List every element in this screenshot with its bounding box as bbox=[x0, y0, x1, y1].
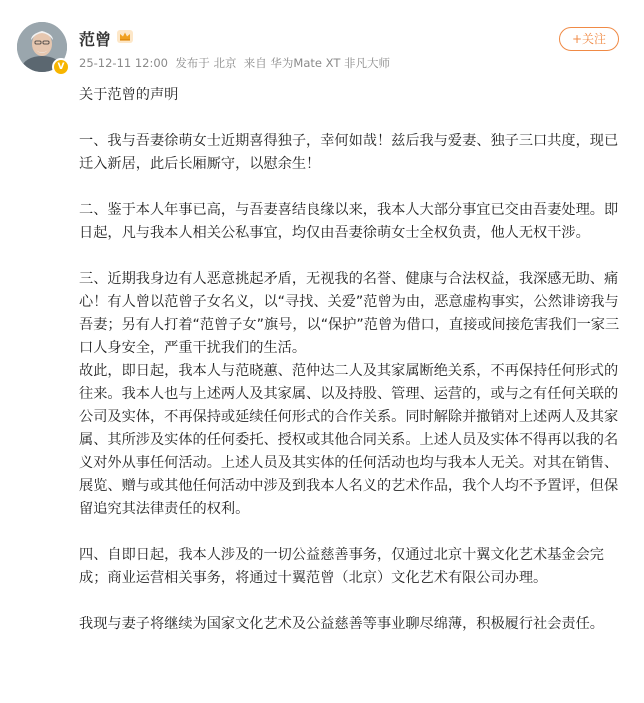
paragraph-4: 故此，即日起，我本人与范晓蕙、范仲达二人及其家属断绝关系，不再保持任何形式的往来。我本人也与上述两人及其家属、以及持股、管理、运营的，或与之有任何关联的公司及实体，不再保持或延续任何形式的合作关系。同时解除并撤销对上述两人及其家属、其所涉及实体的任何委托、授权或其他合同关系。上述人员及实体不得再以我的名义对外从事任何活动。上述人员及其实体的任何活动也均与我本人无关。对其在销售、展览、赠与或其他任何活动中涉及到我本人名义的艺术作品，我个人均不予置评，但保留追究其法律责任的权利。 bbox=[79, 363, 619, 517]
post-time[interactable]: 25-12-11 12:00 bbox=[79, 56, 168, 70]
post-meta bbox=[79, 55, 390, 71]
paragraph-6: 我现与妻子将继续为国家文化艺术及公益慈善等事业聊尽绵薄，积极履行社会责任。 bbox=[79, 616, 604, 632]
post-location: 发布于 北京 bbox=[175, 56, 237, 70]
crown-icon bbox=[116, 28, 134, 44]
post-content bbox=[79, 84, 627, 636]
post-device: 来自 华为Mate XT 非凡大师 bbox=[243, 56, 391, 70]
paragraph-1: 一、我与吾妻徐萌女士近期喜得独子，幸何如哉！兹后我与爱妻、独子三口共度，现已迁入新居，此后长厢厮守，以慰余生！ bbox=[79, 133, 619, 172]
author-name[interactable]: 范曾 bbox=[79, 30, 112, 49]
post-title: 关于范曾的声明 bbox=[79, 87, 179, 103]
paragraph-3: 三、近期我身边有人恶意挑起矛盾，无视我的名誉、健康与合法权益，我深感无助、痛心！有人曾以范曾子女名义，以“寻找、关爱”范曾为由，恶意虚构事实，公然诽谤我与吾妻；另有人打着“范曾子女”旗号，以“保护”范曾为借口，直接或间接危害我们一家三口人身安全，严重干扰我们的生活。 bbox=[79, 271, 620, 356]
verified-badge-icon: V bbox=[52, 58, 70, 76]
follow-button[interactable]: +关注 bbox=[559, 27, 619, 51]
paragraph-5: 四、自即日起，我本人涉及的一切公益慈善事务，仅通过北京十翼文化艺术基金会完成；商业运营相关事务，将通过十翼范曾（北京）文化艺术有限公司办理。 bbox=[79, 547, 604, 586]
paragraph-2: 二、鉴于本人年事已高，与吾妻喜结良缘以来，我本人大部分事宜已交由吾妻处理。即日起，凡与我本人相关公私事宜，均仅由吾妻徐萌女士全权负责，他人无权干涉。 bbox=[79, 202, 619, 241]
